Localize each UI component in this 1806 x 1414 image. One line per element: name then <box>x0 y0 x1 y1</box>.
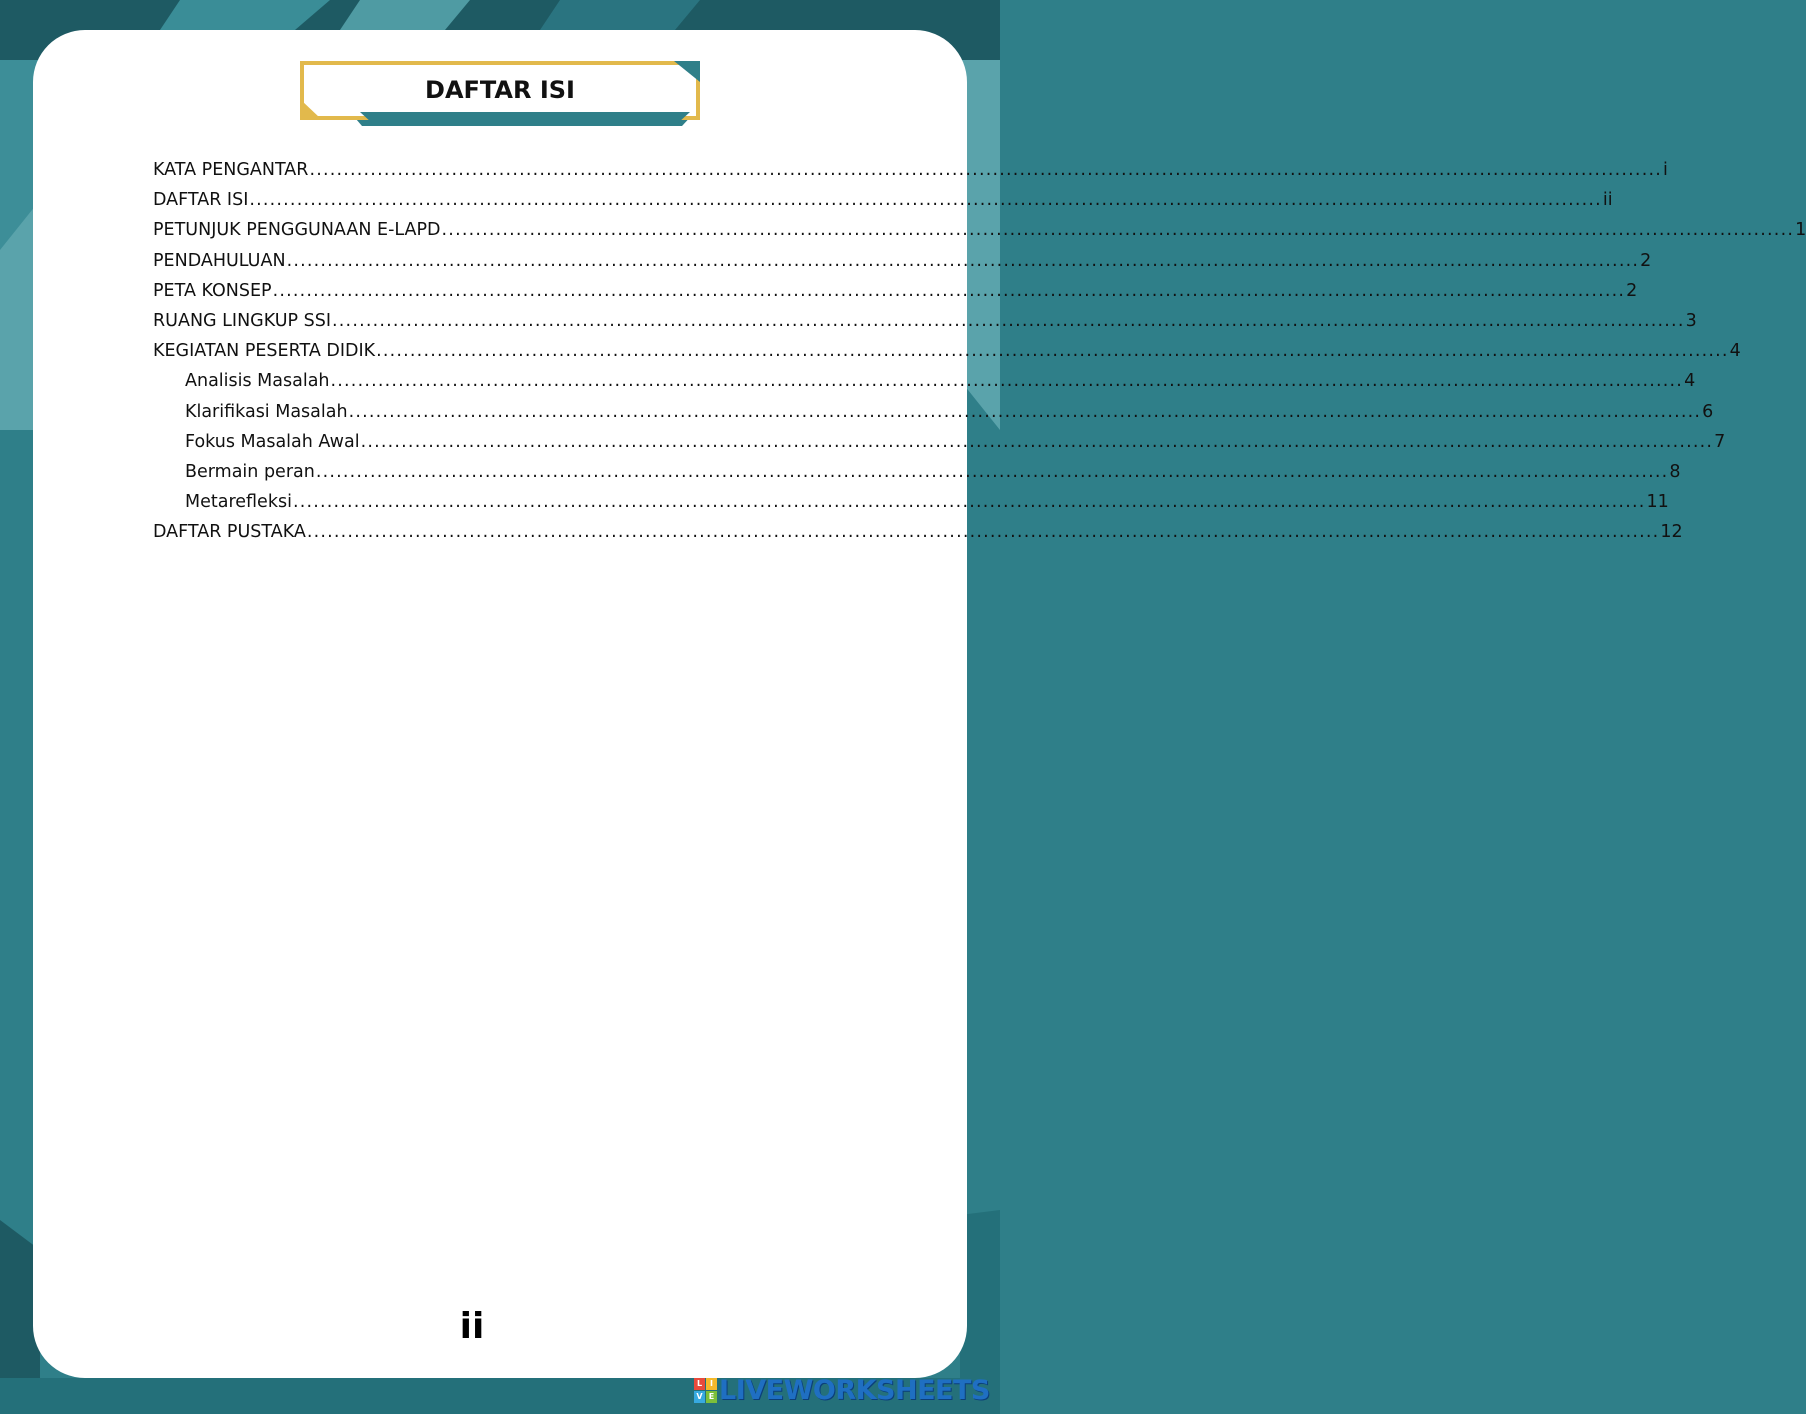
toc-dot-leader: ........................................................................................................................................................................................................ <box>360 431 1714 452</box>
toc-entry[interactable] <box>153 220 1806 250</box>
toc-entry[interactable] <box>153 250 1652 281</box>
table-of-contents <box>153 160 1806 552</box>
toc-dot-leader: ........................................................................................................................................................................................................ <box>272 280 1626 301</box>
toc-entry-label: RUANG LINGKUP SSI <box>153 310 332 331</box>
toc-entry[interactable] <box>153 371 1696 401</box>
toc-dot-leader: ........................................................................................................................................................................................................ <box>292 492 1646 513</box>
toc-entry[interactable] <box>153 280 1638 311</box>
watermark-text: LIVEWORKSHEETS <box>719 1374 990 1406</box>
toc-entry-page: 8 <box>1669 461 1681 482</box>
toc-entry-page: 1 <box>1795 220 1806 241</box>
toc-dot-leader: ........................................................................................................................................................................................................ <box>306 522 1660 543</box>
toc-entry-label: PETA KONSEP <box>153 280 272 301</box>
toc-dot-leader: ........................................................................................................................................................................................................ <box>315 461 1669 482</box>
toc-entry-page: 6 <box>1702 401 1714 422</box>
toc-entry[interactable] <box>153 310 1697 341</box>
toc-entry-page: ii <box>1602 190 1613 211</box>
toc-entry-page: 2 <box>1626 280 1638 301</box>
toc-entry[interactable] <box>153 522 1683 552</box>
toc-dot-leader: ........................................................................................................................................................................................................ <box>330 371 1684 392</box>
toc-entry[interactable] <box>153 190 1613 220</box>
liveworksheets-watermark <box>694 1373 990 1407</box>
toc-entry-page: 4 <box>1684 371 1696 392</box>
toc-entry[interactable] <box>153 461 1681 492</box>
toc-dot-leader: ........................................................................................................................................................................................................ <box>309 160 1662 180</box>
toc-entry[interactable] <box>153 492 1669 522</box>
toc-entry-label: PENDAHULUAN <box>153 250 286 271</box>
toc-entry-page: 7 <box>1714 431 1726 452</box>
toc-dot-leader: ........................................................................................................................................................................................................ <box>376 341 1729 362</box>
toc-entry-label: PETUNJUK PENGGUNAAN E-LAPD <box>153 220 441 241</box>
toc-entry-page: 2 <box>1640 250 1652 271</box>
toc-entry-page: i <box>1663 160 1668 180</box>
toc-entry[interactable] <box>153 431 1726 462</box>
liveworksheets-logo-icon: L I V E <box>694 1378 716 1402</box>
toc-entry-label: Bermain peran <box>185 461 315 482</box>
toc-entry[interactable] <box>153 401 1714 432</box>
toc-entry-label: DAFTAR PUSTAKA <box>153 522 306 543</box>
toc-dot-leader: ........................................................................................................................................................................................................ <box>286 250 1640 271</box>
toc-entry-label: Analisis Masalah <box>185 371 330 392</box>
title-banner <box>300 60 700 126</box>
toc-entry[interactable] <box>153 341 1741 371</box>
toc-dot-leader: ........................................................................................................................................................................................................ <box>441 220 1795 241</box>
toc-entry-label: Klarifikasi Masalah <box>185 401 348 422</box>
toc-entry-label: DAFTAR ISI <box>153 190 249 211</box>
toc-entry-page: 3 <box>1685 310 1697 331</box>
page-title: DAFTAR ISI <box>425 76 575 104</box>
toc-dot-leader: ........................................................................................................................................................................................................ <box>348 401 1702 422</box>
toc-entry-label: Metarefleksi <box>185 492 292 513</box>
toc-entry-label: KATA PENGANTAR <box>153 160 309 180</box>
page-number: ii <box>459 1306 485 1347</box>
toc-entry-label: KEGIATAN PESERTA DIDIK <box>153 341 376 362</box>
toc-entry-label: Fokus Masalah Awal <box>185 431 360 452</box>
toc-dot-leader: ........................................................................................................................................................................................................ <box>332 310 1685 331</box>
toc-dot-leader: ........................................................................................................................................................................................................ <box>249 190 1602 211</box>
toc-entry-page: 4 <box>1729 341 1741 362</box>
toc-entry[interactable] <box>153 160 1668 190</box>
toc-entry-page: 11 <box>1646 492 1669 513</box>
toc-entry-page: 12 <box>1660 522 1683 543</box>
